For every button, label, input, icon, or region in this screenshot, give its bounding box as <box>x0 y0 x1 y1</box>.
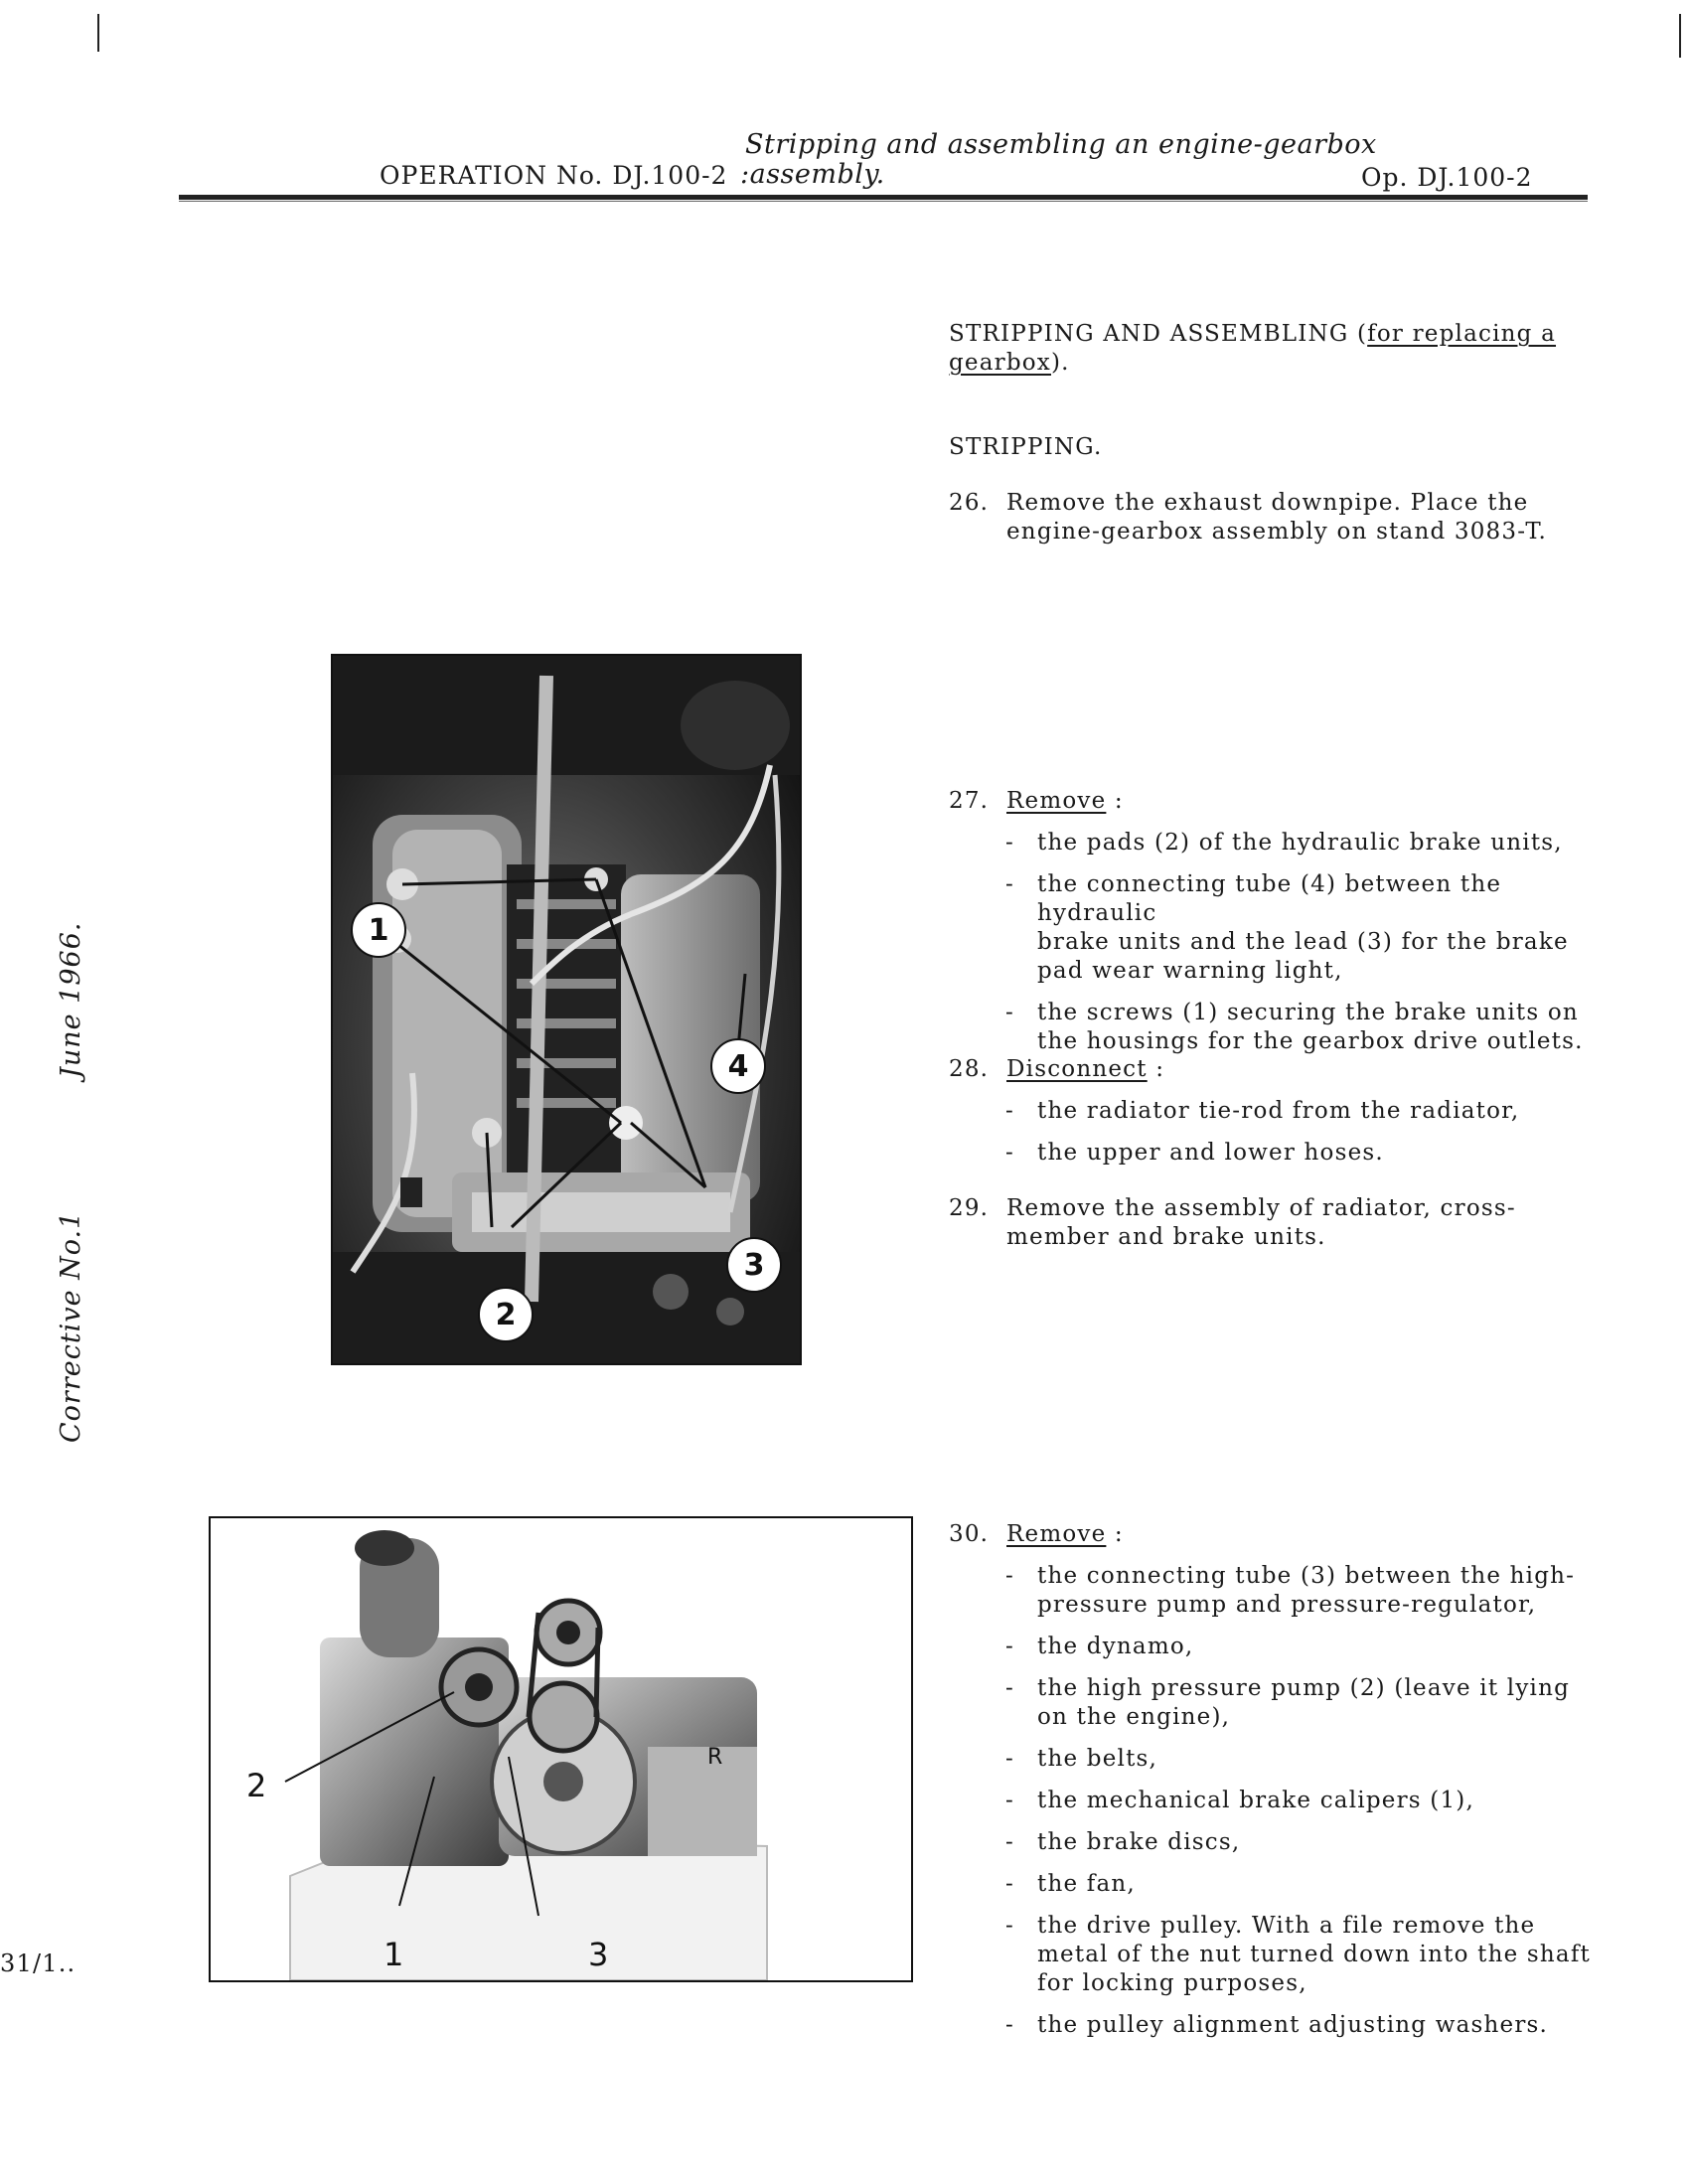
list-item <box>1005 1912 1602 1998</box>
header-title-line1: Stripping and assembling an engine-gearbox <box>745 129 1377 160</box>
section-heading <box>949 320 1585 378</box>
list-item-line: - the screws (1) securing the brake units on <box>1037 1000 1579 1025</box>
margin-date: June 1966. <box>56 921 86 1078</box>
step-title: Remove <box>1006 788 1107 814</box>
list-item <box>1005 1870 1602 1899</box>
header-operation-number: OPERATION No. DJ.100-2 <box>380 161 728 190</box>
list-item <box>1005 1787 1602 1815</box>
step-30-list <box>1005 1562 1602 2040</box>
figure-mark-r: R <box>707 1745 723 1770</box>
list-item <box>1005 1097 1602 1126</box>
list-item-line: - the connecting tube (3) between the high- <box>1037 1563 1576 1589</box>
callout-2: 2 <box>246 1767 267 1804</box>
margin-corrective: Corrective No.1 <box>56 1210 86 1443</box>
step-line: Remove the assembly of radiator, cross- <box>1006 1195 1516 1221</box>
callout-3: 3 <box>726 1237 782 1293</box>
callout-4: 4 <box>710 1038 766 1094</box>
list-item <box>1005 829 1602 858</box>
step-28-list <box>1005 1097 1602 1168</box>
scan-edge-mark-right <box>1679 14 1681 58</box>
list-item <box>1005 1562 1602 1620</box>
figure-engine-assembly-photo <box>209 1516 913 1982</box>
header-rule <box>179 195 1588 200</box>
list-item-line: - the drive pulley. With a file remove the <box>1037 1913 1536 1939</box>
list-item-line: pressure pump and pressure-regulator, <box>1037 1592 1537 1618</box>
callout-3: 3 <box>588 1936 609 1973</box>
step-line: engine-gearbox assembly on stand 3083-T. <box>1006 519 1548 545</box>
list-item <box>1005 1674 1602 1732</box>
list-item-line: - the brake discs, <box>1037 1829 1241 1855</box>
step-27 <box>949 787 1585 816</box>
list-item <box>1005 999 1602 1056</box>
scan-edge-mark-left <box>97 14 99 52</box>
step-number: 27. <box>949 788 990 814</box>
step-30 <box>949 1520 1585 1549</box>
engine-assembly-illustration <box>211 1518 911 1980</box>
step-number: 28. <box>949 1056 990 1082</box>
margin-page-code: 31/1.. <box>0 1950 77 1977</box>
section-heading-underlined-2: gearbox <box>949 350 1051 376</box>
list-item-line: pad wear warning light, <box>1037 958 1343 984</box>
list-item-line: - the radiator tie-rod from the radiator, <box>1037 1098 1520 1124</box>
step-number: 30. <box>949 1521 990 1547</box>
list-item-line: for locking purposes, <box>1037 1970 1307 1996</box>
step-title: Disconnect <box>1006 1056 1148 1082</box>
list-item-line: - the fan, <box>1037 1871 1136 1897</box>
list-item <box>1005 1828 1602 1857</box>
section-subheading: STRIPPING. <box>949 434 1103 460</box>
header-title-line2: :assembly. <box>740 159 885 190</box>
list-item-line: - the high pressure pump (2) (leave it lying <box>1037 1675 1571 1701</box>
list-item <box>1005 1139 1602 1168</box>
step-26 <box>949 489 1585 546</box>
list-item <box>1005 1633 1602 1661</box>
list-item-line: - the belts, <box>1037 1746 1158 1772</box>
list-item-line: - the connecting tube (4) between the hydraulic <box>1037 871 1502 926</box>
header-op-reference: Op. DJ.100-2 <box>1361 163 1533 192</box>
step-title: Remove <box>1006 1521 1107 1547</box>
section-heading-text: STRIPPING AND ASSEMBLING ( <box>949 321 1368 347</box>
step-line: member and brake units. <box>1006 1224 1326 1250</box>
list-item <box>1005 1745 1602 1774</box>
list-item-line: on the engine), <box>1037 1704 1231 1730</box>
section-heading-end: ). <box>1050 350 1070 376</box>
step-title-suffix: : <box>1147 1056 1165 1082</box>
list-item-line: the housings for the gearbox drive outlets. <box>1037 1028 1584 1054</box>
list-item-line: - the pulley alignment adjusting washers. <box>1037 2012 1549 2038</box>
step-title-suffix: : <box>1106 788 1124 814</box>
list-item-line: brake units and the lead (3) for the brake <box>1037 929 1569 955</box>
header-rule-thin <box>179 201 1588 202</box>
section-heading-underlined-1: for replacing a <box>1367 321 1557 347</box>
list-item <box>1005 2011 1602 2040</box>
figure-brake-units-photo <box>331 654 802 1365</box>
list-item-line: - the dynamo, <box>1037 1634 1194 1659</box>
callout-1: 1 <box>384 1936 404 1973</box>
step-number: 26. <box>949 490 990 516</box>
step-28 <box>949 1055 1585 1084</box>
list-item-line: metal of the nut turned down into the shaft <box>1037 1942 1591 1967</box>
step-line: Remove the exhaust downpipe. Place the <box>1006 490 1529 516</box>
callout-2: 2 <box>478 1287 534 1342</box>
list-item-line: - the upper and lower hoses. <box>1037 1140 1384 1166</box>
step-number: 29. <box>949 1195 990 1221</box>
step-29 <box>949 1194 1585 1252</box>
step-27-list <box>1005 829 1602 1056</box>
step-title-suffix: : <box>1106 1521 1124 1547</box>
list-item <box>1005 870 1602 986</box>
callout-1: 1 <box>351 902 406 958</box>
list-item-line: - the mechanical brake calipers (1), <box>1037 1788 1474 1813</box>
list-item-line: - the pads (2) of the hydraulic brake units, <box>1037 830 1563 856</box>
